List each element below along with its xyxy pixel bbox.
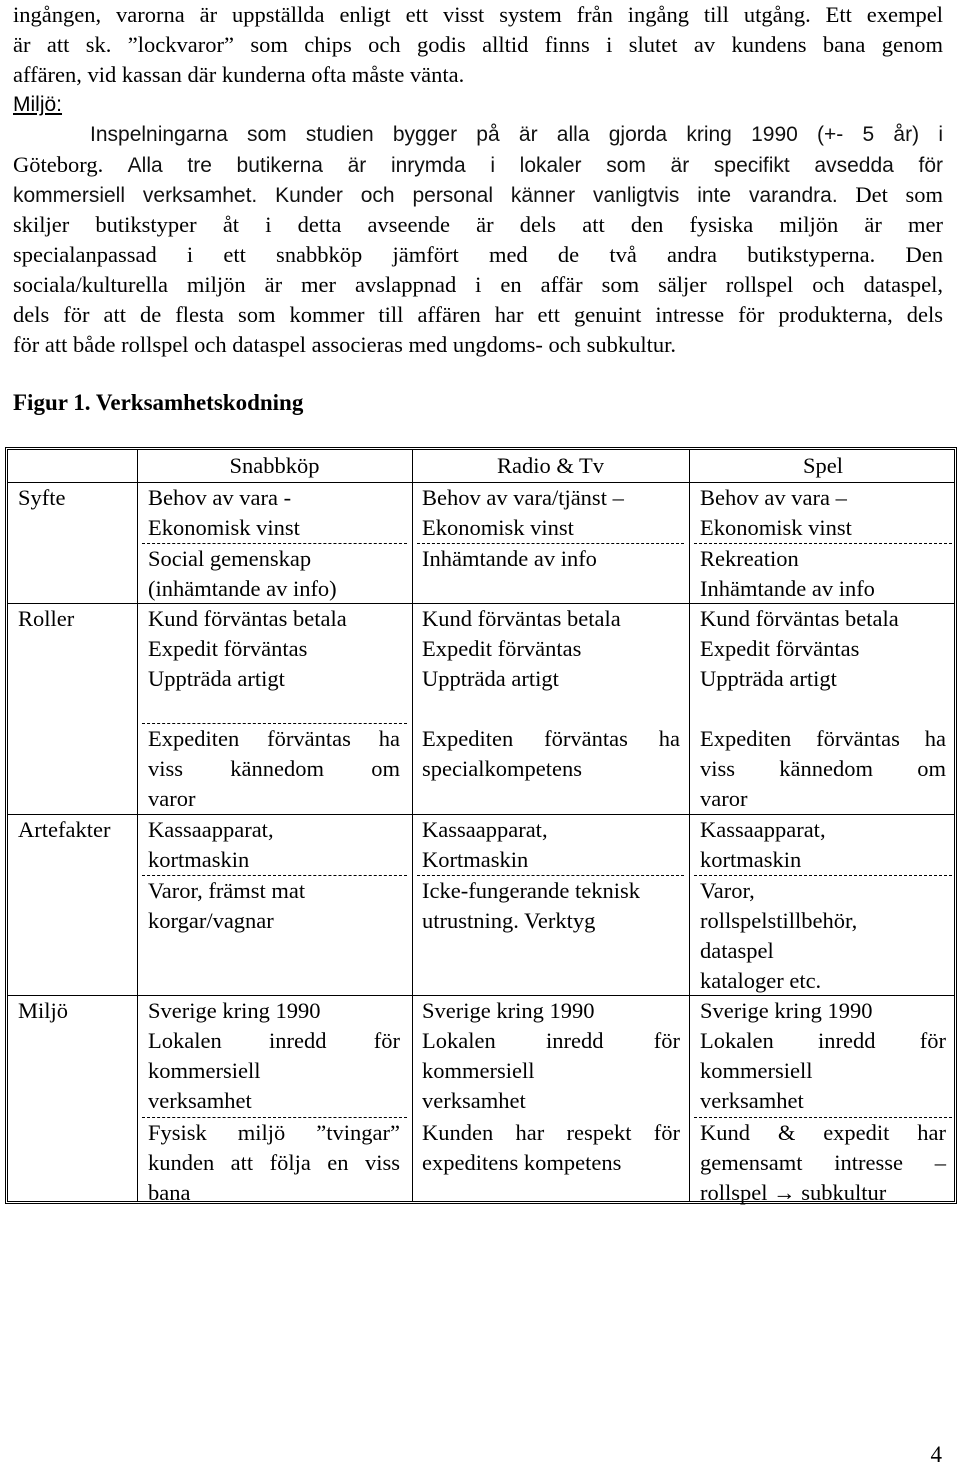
cell-roller-spel-1 bbox=[700, 604, 899, 694]
cell-miljo-spel-1 bbox=[700, 996, 946, 1116]
body-line-6: sociala/kulturella miljön är mer avslappnad i en affär som säljer rollspel och dataspel, bbox=[13, 272, 943, 297]
cell-line: verksamhet bbox=[700, 1088, 804, 1113]
cell-line: rollspelstillbehör, bbox=[700, 908, 858, 933]
cell-line: Behov av vara/tjänst – bbox=[422, 485, 624, 510]
cell-roller-snabbkop-1 bbox=[148, 604, 347, 694]
body-line-8: för att både rollspel och dataspel associeras med ungdoms- och subkultur. bbox=[13, 332, 676, 357]
cell-line: Ekonomisk vinst bbox=[422, 515, 574, 540]
cell-line: varor bbox=[148, 786, 196, 811]
body-line-4: skiljer butikstyper åt i detta avseende är dels att den fysiska miljön är mer bbox=[13, 212, 943, 237]
table-divider-col3 bbox=[689, 450, 690, 1201]
cell-line: korgar/vagnar bbox=[148, 908, 274, 933]
cell-artefakter-snabbkop-1 bbox=[148, 815, 274, 875]
cell-line: Expediten förväntas ha bbox=[148, 726, 400, 751]
cell-line: varor bbox=[700, 786, 748, 811]
cell-line: Kortmaskin bbox=[422, 847, 529, 872]
cell-roller-snabbkop-2 bbox=[148, 724, 400, 814]
col-header-snabbkop: Snabbköp bbox=[229, 453, 320, 478]
col-header-spel: Spel bbox=[802, 453, 843, 478]
cell-line: Kund & expedit har bbox=[700, 1120, 946, 1145]
cell-artefakter-spel-1 bbox=[700, 815, 826, 875]
row-label-miljo: Miljö bbox=[18, 998, 69, 1023]
cell-line: dataspel bbox=[700, 938, 774, 963]
cell-artefakter-spel-2 bbox=[700, 876, 857, 996]
cell-line: Ekonomisk vinst bbox=[148, 515, 300, 540]
row-label-roller: Roller bbox=[18, 606, 75, 631]
cell-line: Inhämtande av info bbox=[700, 576, 875, 601]
page-number: 4 bbox=[930, 1442, 942, 1467]
cell-line: kortmaskin bbox=[700, 847, 802, 872]
cell-line: verksamhet bbox=[148, 1088, 252, 1113]
cell-syfte-radio-2 bbox=[422, 544, 597, 574]
cell-miljo-snabbkop-1 bbox=[148, 996, 400, 1116]
cell-line: Lokalen inredd för bbox=[700, 1028, 946, 1053]
cell-line: kommersiell bbox=[422, 1058, 535, 1083]
cell-line: Varor, bbox=[700, 878, 755, 903]
figure-title: Figur 1. Verksamhetskodning bbox=[13, 390, 304, 415]
cell-line: Expedit förväntas bbox=[148, 636, 308, 661]
cell-line: Rekreation bbox=[700, 546, 799, 571]
cell-line: viss kännedom om bbox=[700, 756, 946, 781]
cell-line: kommersiell bbox=[148, 1058, 261, 1083]
cell-line: kommersiell bbox=[700, 1058, 813, 1083]
cell-line: kortmaskin bbox=[148, 847, 250, 872]
cell-line: verksamhet bbox=[422, 1088, 526, 1113]
cell-line: Fysisk miljö ”tvingar” bbox=[148, 1120, 400, 1145]
intro-line-3: affären, vid kassan där kunderna ofta måste vänta. bbox=[13, 62, 465, 87]
cell-line: Uppträda artigt bbox=[148, 666, 285, 691]
cell-line: Kassaapparat, bbox=[422, 817, 548, 842]
cell-line: viss kännedom om bbox=[148, 756, 400, 781]
cell-line: Expedit förväntas bbox=[700, 636, 860, 661]
cell-miljo-radio-1 bbox=[422, 996, 680, 1116]
cell-line: rollspel → subkultur bbox=[700, 1180, 887, 1205]
intro-line-2: är att sk. ”lockvaror” som chips och godis alltid finns i slutet av kundens bana genom bbox=[13, 32, 943, 57]
table-divider-col2 bbox=[412, 450, 413, 1201]
cell-syfte-radio-1 bbox=[422, 483, 624, 543]
cell-line: Icke-fungerande teknisk bbox=[422, 878, 641, 903]
row-label-artefakter: Artefakter bbox=[18, 817, 111, 842]
cell-line: Uppträda artigt bbox=[422, 666, 559, 691]
cell-line: Social gemenskap bbox=[148, 546, 312, 571]
cell-line: Lokalen inredd för bbox=[148, 1028, 400, 1053]
cell-line: Expediten förväntas ha bbox=[700, 726, 946, 751]
cell-line: specialkompetens bbox=[422, 756, 582, 781]
cell-line: Kund förväntas betala bbox=[148, 606, 347, 631]
cell-syfte-snabbkop-2 bbox=[148, 544, 337, 604]
cell-line: kunden att följa en viss bbox=[148, 1150, 400, 1175]
body-line-2-start: Göteborg. bbox=[13, 152, 104, 177]
cell-line: Inhämtande av info bbox=[422, 546, 597, 571]
cell-artefakter-radio-1 bbox=[422, 815, 548, 875]
intro-line-1: ingången, varorna är uppställda enligt ett visst system från ingång till utgång. Ett exempel bbox=[13, 2, 943, 27]
cell-miljo-radio-2 bbox=[422, 1118, 680, 1178]
cell-line: kataloger etc. bbox=[700, 968, 822, 993]
row-label-syfte: Syfte bbox=[18, 485, 66, 510]
cell-line: bana bbox=[148, 1180, 191, 1205]
cell-roller-radio-2 bbox=[422, 724, 680, 784]
body-line-2 bbox=[13, 150, 943, 180]
cell-line: Uppträda artigt bbox=[700, 666, 837, 691]
cell-line: Sverige kring 1990 bbox=[422, 998, 595, 1023]
body-line-5: specialanpassad i ett snabbköp jämfört med de två andra butikstyperna. Den bbox=[13, 242, 943, 267]
body-line-3-end: Det som bbox=[855, 182, 944, 207]
body-line-3-start: kommersiell verksamhet. Kunder och personal känner vanligtvis inte varandra. bbox=[13, 184, 838, 207]
cell-line: Kassaapparat, bbox=[700, 817, 826, 842]
cell-roller-spel-2 bbox=[700, 724, 946, 814]
cell-miljo-spel-2 bbox=[700, 1118, 946, 1208]
cell-line: Expedit förväntas bbox=[422, 636, 582, 661]
cell-artefakter-snabbkop-2 bbox=[148, 876, 305, 936]
cell-line: Varor, främst mat bbox=[148, 878, 306, 903]
cell-syfte-spel-2 bbox=[700, 544, 875, 604]
cell-line: Kund förväntas betala bbox=[700, 606, 899, 631]
cell-line: Sverige kring 1990 bbox=[700, 998, 873, 1023]
cell-line: Kund förväntas betala bbox=[422, 606, 621, 631]
cell-syfte-snabbkop-1 bbox=[148, 483, 300, 543]
cell-line: Lokalen inredd för bbox=[422, 1028, 680, 1053]
cell-line: gemensamt intresse – bbox=[700, 1150, 946, 1175]
body-line-7: dels för att de flesta som kommer till affären har ett genuint intresse för produkterna, dels bbox=[13, 302, 943, 327]
coding-table bbox=[5, 447, 957, 1204]
body-line-3 bbox=[13, 180, 943, 210]
cell-line: Behov av vara – bbox=[700, 485, 847, 510]
cell-line: Expediten förväntas ha bbox=[422, 726, 680, 751]
cell-line: Behov av vara - bbox=[148, 485, 292, 510]
cell-line: Kassaapparat, bbox=[148, 817, 274, 842]
cell-line: Sverige kring 1990 bbox=[148, 998, 321, 1023]
cell-line: Ekonomisk vinst bbox=[700, 515, 852, 540]
cell-line: utrustning. Verktyg bbox=[422, 908, 596, 933]
body-line-2-end: Alla tre butikerna är inrymda i lokaler som är specifikt avsedda för bbox=[127, 154, 943, 177]
cell-line: expeditens kompetens bbox=[422, 1150, 622, 1175]
section-heading-miljo: Miljö: bbox=[13, 93, 63, 116]
cell-syfte-spel-1 bbox=[700, 483, 852, 543]
col-header-radio-tv: Radio & Tv bbox=[496, 453, 605, 478]
cell-line: Kunden har respekt för bbox=[422, 1120, 680, 1145]
cell-artefakter-radio-2 bbox=[422, 876, 640, 936]
body-line-1: Inspelningarna som studien bygger på är alla gjorda kring 1990 (+- 5 år) i bbox=[90, 123, 943, 146]
cell-line: (inhämtande av info) bbox=[148, 576, 337, 601]
cell-roller-radio-1 bbox=[422, 604, 621, 694]
table-divider-col1 bbox=[137, 450, 138, 1201]
cell-miljo-snabbkop-2 bbox=[148, 1118, 400, 1208]
